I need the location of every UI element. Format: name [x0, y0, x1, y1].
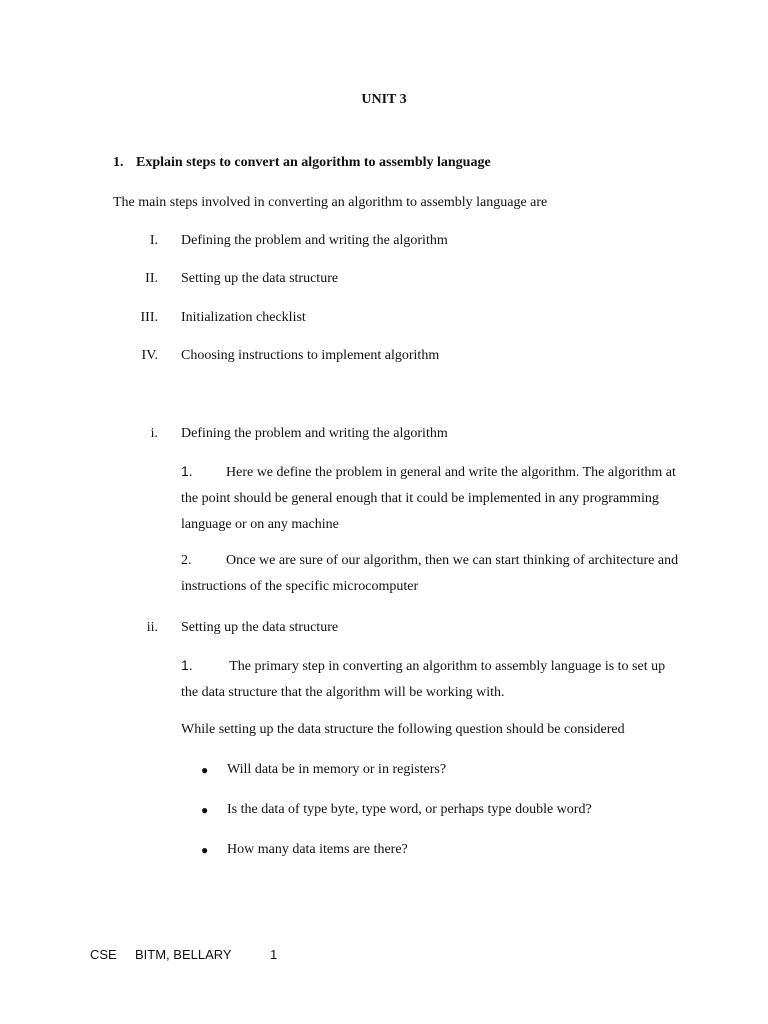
step-numeral: III.: [140, 310, 158, 325]
point-text: The primary step in converting an algorithm to assembly language is to set up the data structure that the algorithm will be working with.: [181, 659, 666, 700]
section-title: Defining the problem and writing the algorithm: [181, 426, 448, 441]
section-numeral: ii.: [146, 620, 158, 635]
bullet-item: Is the data of type byte, type word, or perhaps type double word?: [227, 802, 592, 817]
footer-institute: BITM, BELLARY: [135, 947, 232, 962]
section-point: [181, 652, 681, 706]
step-numeral: II.: [145, 271, 158, 286]
lead-paragraph: While setting up the data structure the following question should be considered: [181, 722, 625, 737]
section-point: [181, 548, 681, 600]
point-text: Here we define the problem in general and write the algorithm. The algorithm at the point should be general enough that it could be implemented in any programming language or on any machine: [181, 465, 676, 532]
bullet-icon: ●: [201, 803, 209, 817]
question-text: Explain steps to convert an algorithm to assembly language: [136, 155, 491, 170]
step-item: Choosing instructions to implement algorithm: [181, 348, 440, 363]
section-numeral: i.: [150, 426, 158, 441]
section-point: [181, 458, 681, 538]
bullet-icon: ●: [201, 763, 209, 777]
page-title: UNIT 3: [361, 92, 407, 107]
point-text: Once we are sure of our algorithm, then we can start thinking of architecture and instructions of the specific microcomputer: [181, 553, 679, 594]
step-numeral: I.: [149, 233, 158, 248]
step-item: Defining the problem and writing the algorithm: [181, 233, 448, 248]
step-item: Setting up the data structure: [181, 271, 339, 286]
intro-paragraph: The main steps involved in converting an algorithm to assembly language are: [113, 195, 548, 210]
step-item: Initialization checklist: [181, 310, 306, 325]
footer-dept: CSE: [90, 947, 117, 962]
step-numeral: IV.: [141, 348, 158, 363]
bullet-item: How many data items are there?: [227, 842, 408, 857]
footer-page-number: 1: [270, 947, 278, 962]
question-number: 1.: [113, 155, 124, 170]
bullet-item: Will data be in memory or in registers?: [227, 762, 447, 777]
point-number: 1.: [181, 463, 193, 479]
section-title: Setting up the data structure: [181, 620, 339, 635]
point-number: 1.: [181, 657, 193, 673]
bullet-icon: ●: [201, 843, 209, 857]
point-number: 2.: [181, 553, 192, 568]
